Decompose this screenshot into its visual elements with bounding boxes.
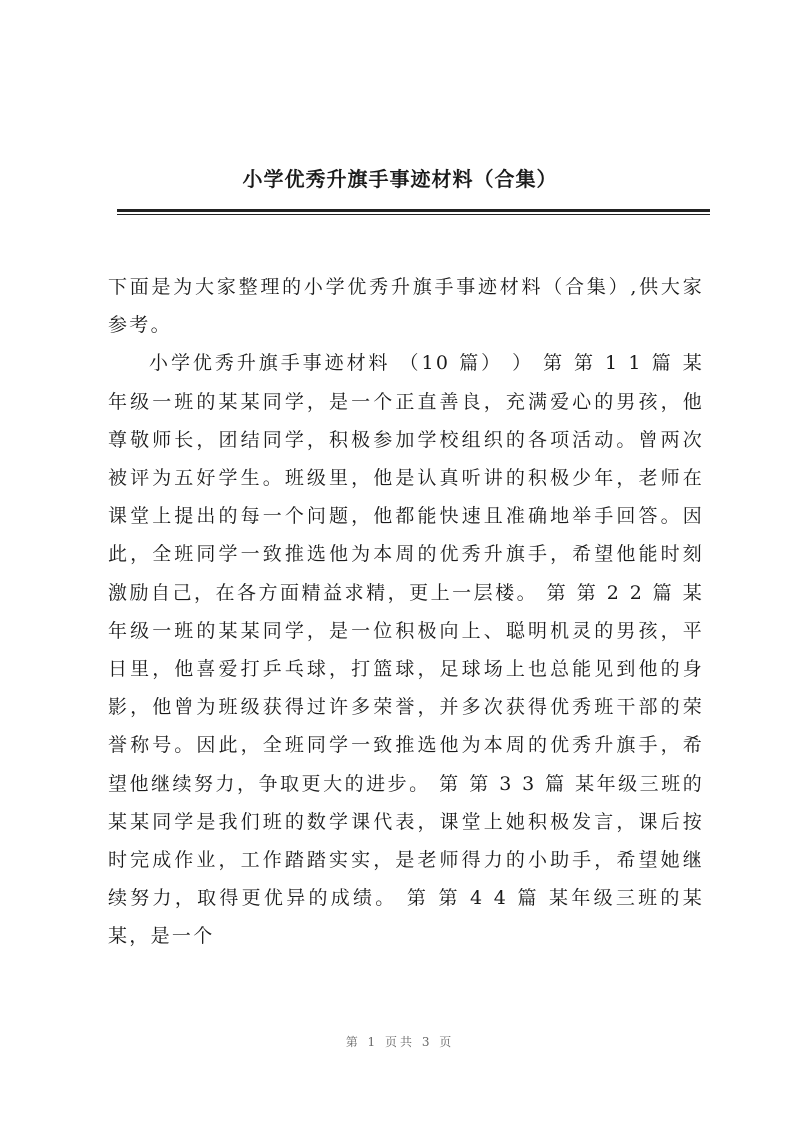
title-divider-thin (117, 214, 710, 215)
intro-paragraph: 下面是为大家整理的小学优秀升旗手事迹材料（合集）,供大家参考。 (108, 276, 704, 337)
title-divider (117, 209, 710, 212)
main-paragraph: 小学优秀升旗手事迹材料 （10 篇） ） 第 第 1 1 篇 某年级一班的某某同学，是一个正直善良，充满爱心的男孩，他尊敬师长，团结同学，积极参加学校组织的各项活动。曾两次被评为五好学生。班级里，他是认真听讲的积极少年，老师在课堂上提出的每一个问题，他都能快速且准确地举手回答。因此，全班同学一致推选他为本周的优秀升旗手，希望他能时刻激励自己，在各方面精益求精，更上一层楼。 第 第 2 2 篇 某年级一班的某某同学，是一位积极向上、聪明机灵的男孩，平日里，他喜爱打乒乓球，打篮球，足球场上也总能见到他的身影，他曾为班级获得过许多荣誉，并多次获得优秀班干部的荣誉称号。因此，全班同学一致推选他为本周的优秀升旗手，希望他继续努力，争取更大的进步。 第 第 3 3 篇 某年级三班的某某同学是我们班的数学课代表，课堂上她积极发言，课后按时完成作业，工作踏踏实实，是老师得力的小助手，希望她继续努力，取得更优异的成绩。 第 第 4 4 篇 某年级三班的某某，是一个 (108, 352, 704, 948)
document-title: 小学优秀升旗手事迹材料（合集） (242, 167, 558, 191)
document-body (108, 268, 704, 956)
page-footer: 第 1 页共 3 页 (345, 1035, 455, 1049)
